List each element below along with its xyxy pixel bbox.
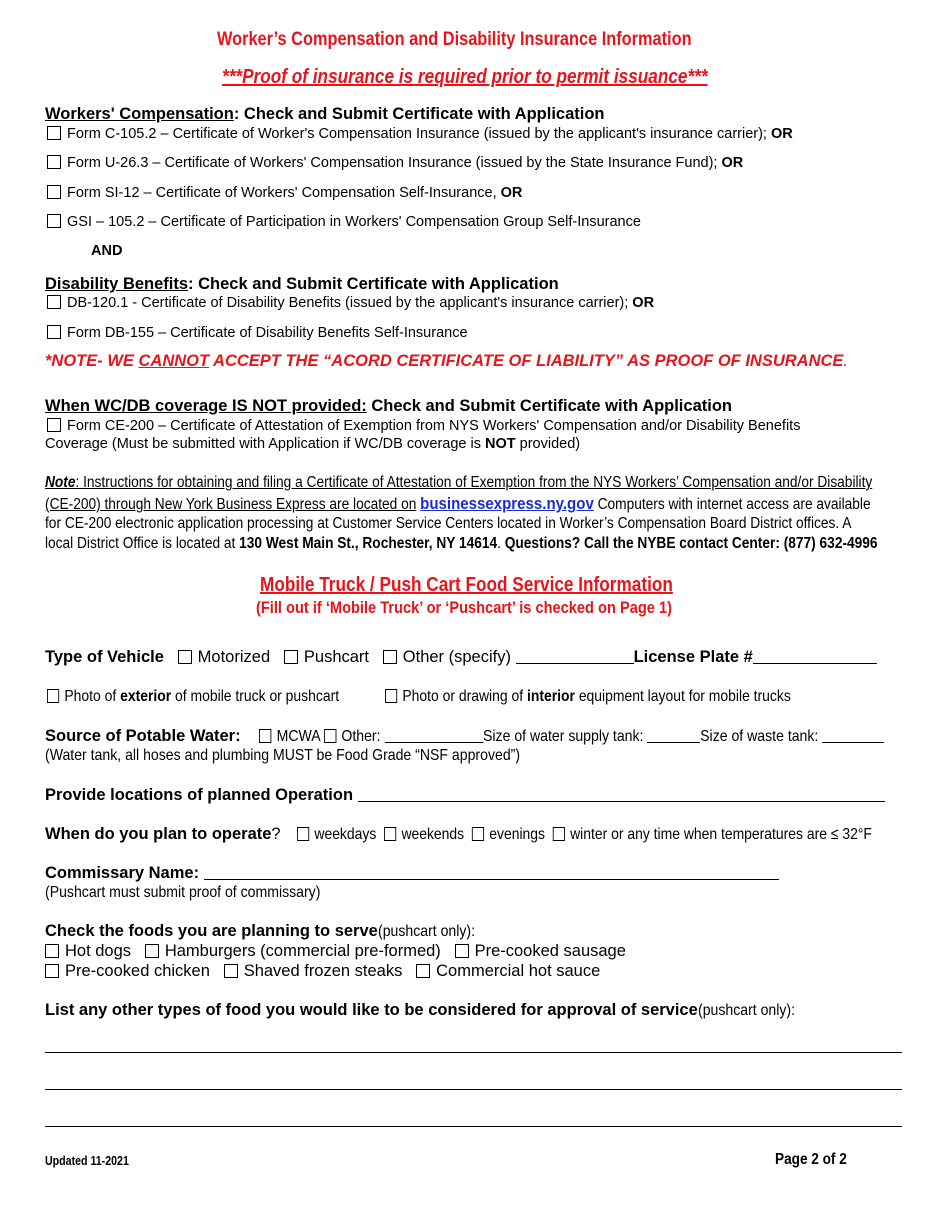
wc-item-u263 (47, 155, 743, 171)
operate-label-row (45, 825, 281, 844)
checkbox[interactable] (47, 689, 59, 703)
businessexpress-link[interactable]: businessexpress.ny.gov (420, 494, 594, 513)
db-item-text: Form DB-155 – Certificate of Disability Benefits Self-Insurance (67, 325, 468, 341)
commissary-row (45, 864, 779, 883)
page-number: Page 2 of 2 (775, 1151, 847, 1168)
or-label: OR (500, 185, 523, 201)
license-plate-blank[interactable] (753, 649, 877, 664)
other-water-label: Other: (341, 728, 381, 745)
water-options (259, 728, 884, 746)
updated-label: Updated 11-2021 (45, 1154, 129, 1168)
db-item-155 (47, 325, 468, 341)
checkbox[interactable] (47, 155, 61, 169)
not-provided-instruction: Check and Submit Certificate with Application (366, 397, 732, 415)
interior-a: Photo or drawing of (402, 688, 527, 705)
or-label: OR (771, 126, 793, 142)
vehicle-label: Type of Vehicle (45, 648, 164, 666)
checkbox-hot-sauce[interactable] (416, 964, 430, 978)
food-option: Hot dogs (65, 942, 132, 960)
vehicle-option: Pushcart (303, 648, 370, 666)
disability-instruction: : Check and Submit Certificate with Application (188, 275, 559, 293)
ce200-line2-b: provided) (515, 436, 581, 452)
waste-tank-label: Size of waste tank: (700, 728, 819, 745)
checkbox-motorized[interactable] (178, 650, 192, 664)
checkbox[interactable] (47, 418, 61, 432)
wc-item-text: Form U-26.3 – Certificate of Workers' Compensation Insurance (issued by the State Insurance Fund); (67, 155, 722, 171)
proof-notice: ***Proof of insurance is required prior to permit issuance*** (222, 66, 708, 88)
other-specify-blank[interactable] (516, 649, 634, 664)
water-label: Source of Potable Water: (45, 727, 241, 745)
exterior-a: Photo of (64, 688, 121, 705)
checkbox-weekends[interactable] (384, 827, 396, 841)
checkbox[interactable] (47, 214, 61, 228)
interior-b: interior (526, 688, 575, 705)
vehicle-option: Motorized (197, 648, 271, 666)
instructions-line3: for CE-200 electronic application processing at Customer Service Centers located in Worker’s Compensation Board District offices. A (45, 515, 852, 532)
workers-comp-title: Workers' Compensation (45, 105, 234, 123)
food-option: Commercial hot sauce (436, 962, 601, 980)
food-option: Hamburgers (commercial pre-formed) (164, 942, 441, 960)
license-plate-label: License Plate # (633, 648, 753, 666)
food-option: Pre-cooked sausage (474, 942, 626, 960)
acord-note-prefix: *NOTE- WE (45, 352, 139, 370)
exterior-b: exterior (120, 688, 172, 705)
instructions-line4-a: local District Office is located at (45, 535, 240, 552)
instructions-line4-b: . (497, 535, 505, 552)
checkbox-weekdays[interactable] (297, 827, 309, 841)
other-foods-heading (45, 1001, 808, 1020)
district-address: 130 West Main St., Rochester, NY 14614 (239, 535, 498, 552)
operate-option: weekends (401, 826, 465, 843)
photo-interior (385, 688, 791, 706)
db-item-120 (47, 295, 654, 311)
foods-note: (pushcart only): (377, 923, 475, 940)
checkbox-mcwa[interactable] (259, 729, 271, 743)
operate-option: weekdays (314, 826, 377, 843)
checkbox-steaks[interactable] (224, 964, 238, 978)
checkbox-pushcart[interactable] (284, 650, 298, 664)
workers-comp-instruction: : Check and Submit Certificate with Application (233, 105, 605, 123)
not-provided-heading (45, 397, 732, 416)
foods-label: Check the foods you are planning to serve (45, 922, 378, 940)
acord-note (45, 352, 848, 371)
waste-tank-blank[interactable] (822, 728, 884, 743)
ce200-line1: Form CE-200 – Certificate of Attestation of Exemption from NYS Workers' Compensation and/or Disability Benefits (67, 418, 801, 434)
wc-item-gsi (47, 214, 641, 230)
checkbox-hamburgers[interactable] (145, 944, 159, 958)
food-option: Shaved frozen steaks (243, 962, 403, 980)
foods-row-2 (45, 962, 600, 981)
answer-line[interactable] (45, 1126, 902, 1127)
instructions-line4 (45, 535, 878, 553)
operate-option: winter or any time when temperatures are ≤ 32°F (570, 826, 872, 843)
wc-item-si12 (47, 185, 522, 201)
mobile-title: Mobile Truck / Push Cart Food Service Information (260, 574, 673, 596)
vehicle-row (45, 648, 877, 667)
instructions-line2 (45, 494, 871, 514)
wc-item-text: GSI – 105.2 – Certificate of Participation in Workers' Compensation Group Self-Insurance (67, 214, 641, 230)
vehicle-option: Other (specify) (402, 648, 511, 666)
ce200-line2-a: Coverage (Must be submitted with Application if WC/DB coverage is (45, 436, 486, 452)
foods-heading (45, 922, 488, 941)
photo-exterior (47, 688, 339, 706)
interior-c: equipment layout for mobile trucks (574, 688, 791, 705)
not-provided-title: When WC/DB coverage IS NOT provided: (45, 397, 367, 415)
commissary-note: (Pushcart must submit proof of commissary) (45, 884, 321, 901)
checkbox-chicken[interactable] (45, 964, 59, 978)
operate-option: evenings (489, 826, 545, 843)
instructions-line1-rest: : Instructions for obtaining and filing a Certificate of Attestation of Exemption from the NYS Workers’ Compensation and/or Disability (75, 474, 873, 491)
form-title: Worker’s Compensation and Disability Insurance Information (217, 29, 692, 50)
checkbox-winter[interactable] (553, 827, 565, 841)
operate-options (297, 826, 872, 844)
mobile-subtitle: (Fill out if ‘Mobile Truck’ or ‘Pushcart’ is checked on Page 1) (256, 598, 672, 617)
supply-tank-blank[interactable] (647, 728, 700, 743)
checkbox[interactable] (47, 126, 61, 140)
instructions-line2-underlined: (CE-200) through New York Business Express are located on (45, 496, 417, 513)
checkbox[interactable] (47, 325, 61, 339)
foods-row-1 (45, 942, 626, 961)
checkbox-hot-dogs[interactable] (45, 944, 59, 958)
checkbox-other[interactable] (383, 650, 397, 664)
food-option: Pre-cooked chicken (65, 962, 210, 980)
commissary-label: Commissary Name: (45, 864, 200, 882)
instructions-line2-rest: Computers with internet access are available (593, 496, 871, 513)
wc-item-text: Form SI-12 – Certificate of Workers' Compensation Self-Insurance, (67, 185, 501, 201)
answer-line[interactable] (45, 1052, 902, 1053)
instructions-line1 (45, 474, 872, 492)
locations-blank[interactable] (358, 787, 885, 802)
ce200-line2 (45, 436, 580, 452)
db-item-text: DB-120.1 - Certificate of Disability Benefits (issued by the applicant's insurance carrier); (67, 295, 633, 311)
acord-note-period: . (843, 352, 849, 370)
operate-label: When do you plan to operate (45, 825, 272, 843)
or-label: OR (632, 295, 655, 311)
checkbox[interactable] (47, 185, 61, 199)
mcwa-label: MCWA (276, 728, 320, 745)
supply-tank-label: Size of water supply tank: (483, 728, 644, 745)
nybe-contact: Questions? Call the NYBE contact Center: (877) 632-4996 (504, 535, 878, 552)
or-label: OR (721, 155, 744, 171)
checkbox[interactable] (47, 295, 61, 309)
locations-label: Provide locations of planned Operation (45, 786, 354, 804)
acord-note-cannot: CANNOT (138, 352, 210, 370)
ce200-not: NOT (485, 436, 516, 452)
disability-heading (45, 275, 559, 294)
and-label: AND (91, 243, 123, 259)
locations-row (45, 786, 885, 805)
water-note: (Water tank, all hoses and plumbing MUST be Food Grade “NSF approved”) (45, 747, 521, 764)
acord-note-suffix: ACCEPT THE “ACORD CERTIFICATE OF LIABILITY” AS PROOF OF INSURANCE (209, 352, 844, 370)
checkbox-other-water[interactable] (324, 729, 336, 743)
note-label: Note (45, 474, 76, 491)
exterior-c: of mobile truck or pushcart (171, 688, 340, 705)
ce200-item (47, 418, 800, 434)
other-foods-note: (pushcart only): (697, 1002, 795, 1019)
water-row (45, 727, 241, 746)
disability-title: Disability Benefits (45, 275, 189, 293)
checkbox[interactable] (385, 689, 397, 703)
commissary-blank[interactable] (204, 865, 779, 880)
checkbox-sausage[interactable] (455, 944, 469, 958)
wc-item-c105 (47, 126, 793, 142)
other-foods-label: List any other types of food you would like to be considered for approval of service (45, 1001, 698, 1019)
workers-comp-heading (45, 105, 605, 124)
answer-line[interactable] (45, 1089, 902, 1090)
other-water-blank[interactable] (384, 728, 483, 743)
operate-qmark: ? (271, 825, 281, 843)
checkbox-evenings[interactable] (472, 827, 484, 841)
wc-item-text: Form C-105.2 – Certificate of Worker's Compensation Insurance (issued by the applicant's insurance carrier); (67, 126, 771, 142)
